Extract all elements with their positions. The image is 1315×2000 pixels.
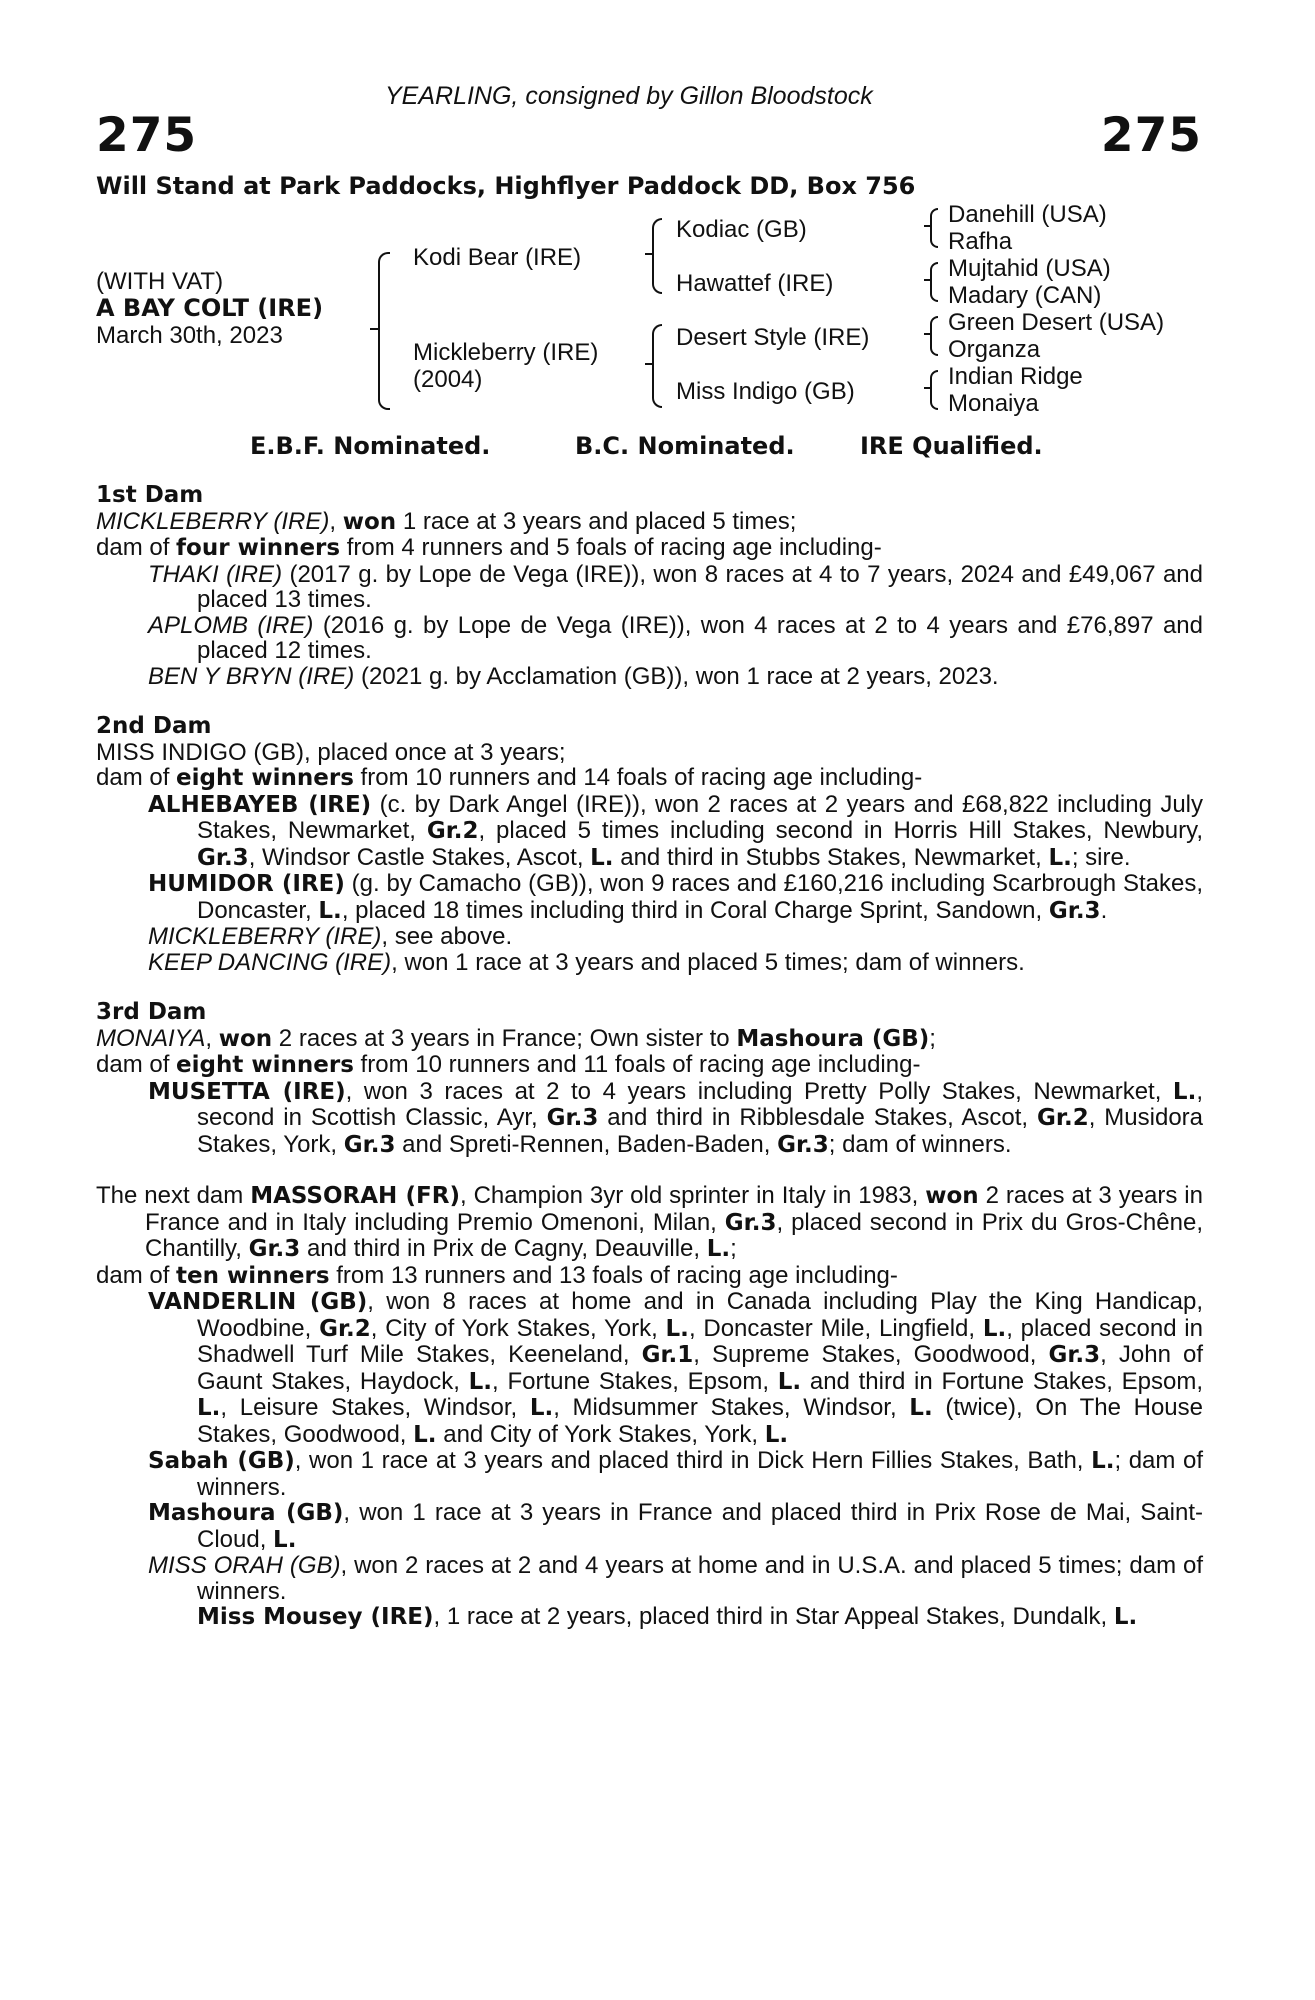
third-dam-produce-summary: dam of eight winners from 10 runners and 11 foals of racing age including- <box>96 1051 921 1078</box>
dam-year: (2004) <box>413 366 483 393</box>
sire-name: Kodi Bear (IRE) <box>413 244 582 271</box>
sire-sire-name: Kodiac (GB) <box>676 216 807 243</box>
brace-generation-3b <box>930 262 938 302</box>
dam-sire-name: Desert Style (IRE) <box>676 324 870 351</box>
next-dam-produce-summary: dam of ten winners from 13 runners and 13 foals of racing age including- <box>96 1261 898 1289</box>
produce-entry-sabah: Sabah (GB), won 1 race at 3 years and placed third in Dick Hern Fillies Stakes, Bath, L.; dam of winners. <box>148 1447 1203 1501</box>
second-dam-summary: MISS INDIGO (GB), placed once at 3 years; <box>96 738 566 766</box>
ire-qualified: IRE Qualified. <box>860 432 1043 460</box>
dam-dam-name: Miss Indigo (GB) <box>676 378 855 405</box>
stable-location: Will Stand at Park Paddocks, Highflyer Paddock DD, Box 756 <box>96 172 916 200</box>
brace-tip-3c <box>924 333 932 335</box>
brace-generation-3c <box>930 316 938 356</box>
ancestor-1: Danehill (USA) <box>948 201 1107 228</box>
ancestor-3: Mujtahid (USA) <box>948 255 1111 282</box>
brace-generation-2b <box>652 324 662 408</box>
first-dam-summary: MICKLEBERRY (IRE), won 1 race at 3 years and placed 5 times; <box>96 507 797 535</box>
brace-tip-2b <box>645 363 653 365</box>
brace-tip-3b <box>924 279 932 281</box>
produce-entry-vanderlin: VANDERLIN (GB), won 8 races at home and in Canada including Play the King Handicap, Woodbine, Gr.2, City of York Stakes, York, L., Doncaster Mile, Lingfield, L., placed second in Shadwell Turf Mile Stakes, Keeneland, Gr.1, Supreme Stakes, Goodwood, Gr.3, John of Gaunt Stakes, Haydock, L., Fortune Stakes, Epsom, L. and third in Fortune Stakes, Epsom, L., Leisure Stakes, Windsor, L., Midsummer Stakes, Windsor, L. (twice), On The House Stakes, Goodwood, L. and City of York Stakes, York, L. <box>148 1288 1204 1448</box>
produce-entry-thaki: THAKI (IRE) (2017 g. by Lope de Vega (IRE)), won 8 races at 4 to 7 years, 2024 and £49,067 and placed 13 times. <box>148 560 1203 613</box>
brace-tip-3d <box>924 387 932 389</box>
third-dam-heading: 3rd Dam <box>96 999 207 1025</box>
produce-entry-miss-mousey: Miss Mousey (IRE), 1 race at 2 years, placed third in Star Appeal Stakes, Dundalk, L. <box>197 1603 1138 1630</box>
produce-entry-ben-y-bryn: BEN Y BRYN (IRE) (2021 g. by Acclamation (GB)), won 1 race at 2 years, 2023. <box>148 662 999 690</box>
produce-entry-mickleberry: MICKLEBERRY (IRE), see above. <box>148 923 513 950</box>
second-dam-section <box>96 714 1203 975</box>
produce-entry-keep-dancing: KEEP DANCING (IRE), won 1 race at 3 years and placed 5 times; dam of winners. <box>148 948 1025 976</box>
foaling-date: March 30th, 2023 <box>96 322 283 349</box>
brace-generation-2a <box>652 218 662 294</box>
brace-generation-3d <box>930 370 938 410</box>
produce-record <box>96 483 1203 1631</box>
produce-entry-alhebayeb: ALHEBAYEB (IRE) (c. by Dark Angel (IRE)), won 2 races at 2 years and £68,822 including July Stakes, Newmarket, Gr.2, placed 5 times including second in Horris Hill Stakes, Newbury, Gr.3, Windsor Castle Stakes, Ascot, L. and third in Stubbs Stakes, Newmarket, L.; sire. <box>148 790 1204 871</box>
next-dam-summary: The next dam MASSORAH (FR), Champion 3yr old sprinter in Italy in 1983, won 2 races at 3 years in France and in Italy including Premio Omenoni, Milan, Gr.3, placed second in Prix du Gros-Chêne, Chantilly, Gr.3 and third in Prix de Cagny, Deauville, L.; <box>96 1182 1203 1262</box>
lot-number-right: 275 <box>1100 108 1202 163</box>
consignment-line: YEARLING, consigned by Gillon Bloodstock <box>385 82 873 110</box>
sire-dam-name: Hawattef (IRE) <box>676 270 834 297</box>
ancestor-8: Monaiya <box>948 390 1039 417</box>
ancestor-5: Green Desert (USA) <box>948 309 1165 336</box>
first-dam-heading: 1st Dam <box>96 482 204 508</box>
ancestor-4: Madary (CAN) <box>948 282 1102 309</box>
second-dam-produce-summary: dam of eight winners from 10 runners and 14 foals of racing age including- <box>96 764 923 791</box>
brace-tip-1 <box>370 328 378 330</box>
horse-name: A BAY COLT (IRE) <box>96 294 324 322</box>
produce-entry-miss-orah: MISS ORAH (GB), won 2 races at 2 and 4 years at home and in U.S.A. and placed 5 times; dam of winners. <box>148 1552 1204 1605</box>
third-dam-summary: MONAIYA, won 2 races at 3 years in France; Own sister to Mashoura (GB); <box>96 1024 936 1052</box>
produce-entry-humidor: HUMIDOR (IRE) (g. by Camacho (GB)), won 9 races and £160,216 including Scarbrough Stakes, Doncaster, L., placed 18 times including third in Coral Charge Sprint, Sandown, Gr.3. <box>148 870 1203 924</box>
bc-nominated: B.C. Nominated. <box>575 432 795 460</box>
produce-entry-mashoura: Mashoura (GB), won 1 race at 3 years in France and placed third in Prix Rose de Mai, Saint-Cloud, L. <box>148 1499 1204 1553</box>
brace-tip-2a <box>645 253 653 255</box>
second-dam-heading: 2nd Dam <box>96 713 212 739</box>
ancestor-6: Organza <box>948 336 1041 363</box>
ancestor-2: Rafha <box>948 228 1013 255</box>
lot-number-left: 275 <box>96 108 198 163</box>
first-dam-section <box>96 483 1203 689</box>
dam-name: Mickleberry (IRE) <box>413 339 599 366</box>
first-dam-produce-summary: dam of four winners from 4 runners and 5 foals of racing age including- <box>96 534 882 561</box>
ancestor-7: Indian Ridge <box>948 363 1083 390</box>
third-dam-section <box>96 1000 1203 1158</box>
ebf-nominated: E.B.F. Nominated. <box>250 432 491 460</box>
produce-entry-musetta: MUSETTA (IRE), won 3 races at 2 to 4 years including Pretty Polly Stakes, Newmarket, L., second in Scottish Classic, Ayr, Gr.3 and third in Ribblesdale Stakes, Ascot, Gr.2, Musidora Stakes, York, Gr.3 and Spreti-Rennen, Baden-Baden, Gr.3; dam of winners. <box>148 1077 1204 1158</box>
next-dam-section <box>96 1183 1203 1631</box>
brace-generation-1 <box>378 252 390 410</box>
brace-tip-3a <box>924 225 932 227</box>
produce-entry-aplomb: APLOMB (IRE) (2016 g. by Lope de Vega (IRE)), won 4 races at 2 to 4 years and £76,897 and placed 12 times. <box>148 611 1203 664</box>
brace-generation-3a <box>930 208 938 248</box>
vat-label: (WITH VAT) <box>96 268 224 295</box>
